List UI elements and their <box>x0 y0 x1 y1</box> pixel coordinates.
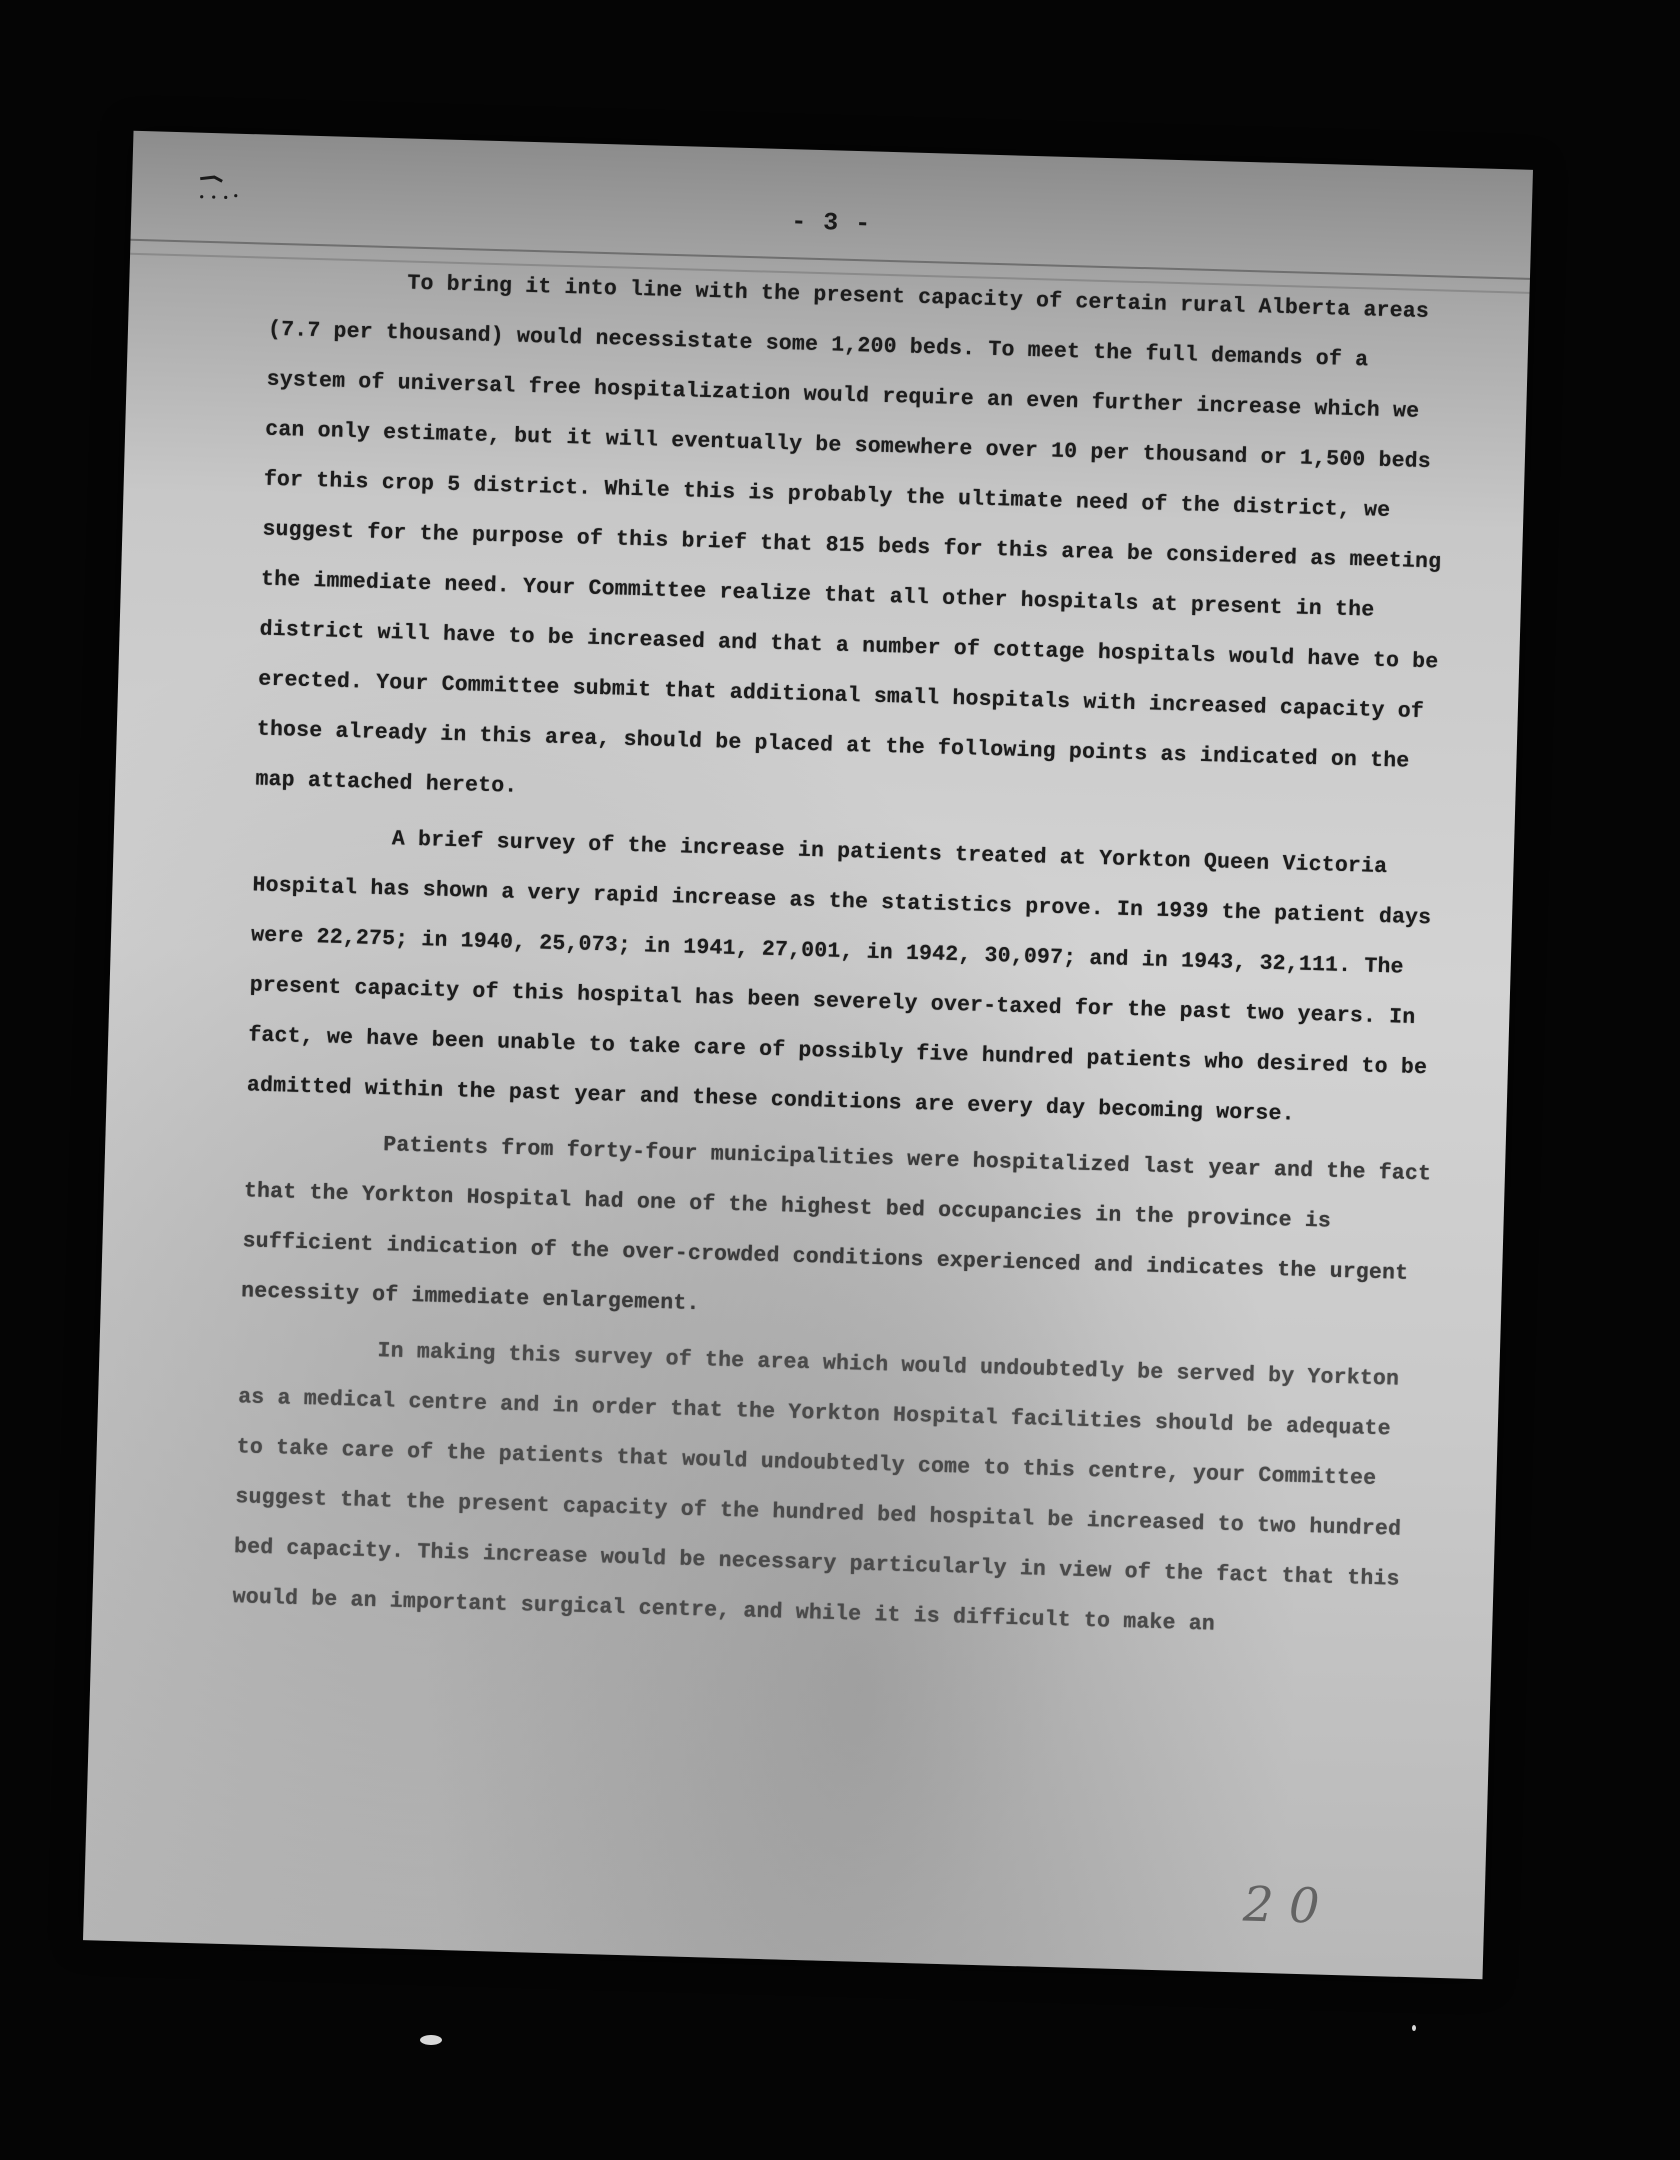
scan-speck <box>1412 2025 1416 2031</box>
scan-speck <box>420 2035 442 2045</box>
paragraph-patient-statistics: A brief survey of the increase in patients treated at Yorkton Queen Victoria Hospital has shown a very rapid increase as the statistics prove. In 1939 the patient days were 22,275; in 1940, 25,073; in 1941, 27,001, in 1942, 30,097; and in 1943, 32,111. The present capacity of this hospital has been severely over-taxed for the past two years. In fact, we have been unable to take care of possibly five hundred patients who desired to be admitted within the past year and these conditions are every day becoming worse. <box>246 827 1432 1127</box>
page-number: - 3 - <box>790 207 872 239</box>
paragraph-municipalities: Patients from forty-four municipalities were hospitalized last year and the fact that the Yorkton Hospital had one of the highest bed occupancies in the province is sufficient indication of the over-crowded conditions experienced and indicates the urgent necessity of immediate enlargement. <box>240 1133 1432 1317</box>
paragraph-survey-area: In making this survey of the area which would undoubtedly be served by Yorkton as a medical centre and in order that the Yorkton Hospital facilities should be adequate to take care of the patients that would undoubtedly come to this centre, your Committee suggest that the present capacity of the hundred bed hospital be increased to two hundred bed capacity. This increase would be necessary particularly in view of the fact that this would be an important surgical centre, and while it is difficult to make an <box>232 1339 1402 1637</box>
letter-body <box>232 255 1460 1656</box>
typewritten-page <box>83 131 1533 1979</box>
paragraph-bed-capacity: To bring it into line with the present capacity of certain rural Alberta areas (7.7 per thousand) would necessistate some 1,200 beds. To meet the full demands of a system of universal free hospitalization would require an even further increase which we can only estimate, but it will eventually be somewhere over 10 per thousand or 1,500 beds for this crop 5 district. While this is probably the ultimate need of the district, we suggest for the purpose of this brief that 815 beds for this area be considered as meeting the immediate need. Your Committee realize that all other hospitals at present in the district will have to be increased and that a number of cottage hospitals would have to be erected. Your Committee submit that additional small hospitals with increased capacity of those already in this area, should be placed at the following points as indicated on the map attached hereto. <box>255 271 1442 799</box>
folio-number: 2 0 <box>1242 1876 1321 1935</box>
